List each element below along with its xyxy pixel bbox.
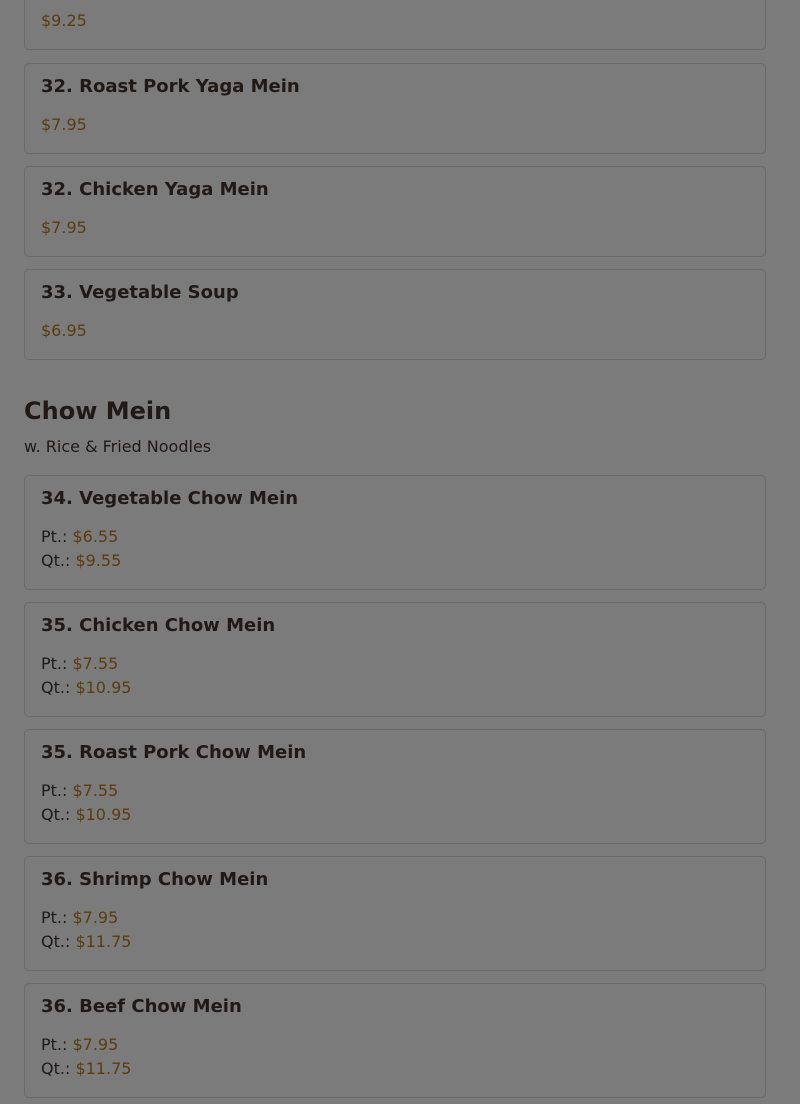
item-title: 36. Beef Chow Mein — [41, 996, 242, 1017]
item-title: 32. Roast Pork Yaga Mein — [41, 76, 300, 97]
price-prefix: Qt.: — [41, 932, 76, 951]
item-price-line — [41, 115, 87, 134]
item-price-quart — [41, 932, 131, 951]
price-value: $7.95 — [72, 908, 119, 927]
price-value: $6.95 — [41, 321, 87, 340]
menu-item-card[interactable] — [24, 475, 766, 590]
price-value: $6.55 — [72, 527, 119, 546]
price-prefix: Pt.: — [41, 908, 73, 927]
price-prefix: Qt.: — [41, 551, 76, 570]
item-price-quart — [41, 1059, 131, 1078]
price-value: $7.95 — [72, 1035, 119, 1054]
menu-item-card[interactable] — [24, 856, 766, 971]
menu-item-card[interactable] — [24, 602, 766, 717]
price-prefix: Pt.: — [41, 1035, 73, 1054]
item-price-pint — [41, 781, 118, 800]
price-prefix: Qt.: — [41, 805, 76, 824]
item-price-pint — [41, 908, 118, 927]
price-value: $10.95 — [75, 678, 132, 697]
item-price-pint — [41, 1035, 118, 1054]
price-value: $10.95 — [75, 805, 132, 824]
price-value: $7.95 — [41, 115, 87, 134]
item-price-line — [41, 11, 87, 30]
item-title: 34. Vegetable Chow Mein — [41, 488, 299, 509]
price-value: $11.75 — [75, 1059, 132, 1078]
price-prefix: Pt.: — [41, 527, 73, 546]
price-prefix: Qt.: — [41, 1059, 76, 1078]
menu-item-card[interactable] — [24, 983, 766, 1098]
item-price-line — [41, 321, 87, 340]
section-title: Chow Mein — [24, 397, 172, 425]
price-value: $11.75 — [75, 932, 132, 951]
menu-item-card[interactable] — [24, 269, 766, 360]
price-value: $7.95 — [41, 218, 87, 237]
price-prefix: Pt.: — [41, 654, 73, 673]
item-title: 32. Chicken Yaga Mein — [41, 179, 269, 200]
item-price-quart — [41, 678, 131, 697]
price-prefix: Qt.: — [41, 678, 76, 697]
price-value: $7.55 — [72, 654, 119, 673]
price-prefix: Pt.: — [41, 781, 73, 800]
item-price-pint — [41, 654, 118, 673]
menu-item-card[interactable] — [24, 63, 766, 154]
menu-item-card[interactable] — [24, 166, 766, 257]
item-price-quart — [41, 551, 121, 570]
item-price-line — [41, 218, 87, 237]
menu-item-card[interactable] — [24, 729, 766, 844]
menu-item-card[interactable] — [24, 0, 766, 50]
item-price-quart — [41, 805, 131, 824]
item-price-pint — [41, 527, 118, 546]
price-value: $9.25 — [41, 11, 87, 30]
item-title: 36. Shrimp Chow Mein — [41, 869, 269, 890]
section-subtitle: w. Rice & Fried Noodles — [24, 437, 212, 456]
price-value: $9.55 — [75, 551, 122, 570]
item-title: 35. Chicken Chow Mein — [41, 615, 276, 636]
item-title: 35. Roast Pork Chow Mein — [41, 742, 307, 763]
item-title: 33. Vegetable Soup — [41, 282, 239, 303]
price-value: $7.55 — [72, 781, 119, 800]
